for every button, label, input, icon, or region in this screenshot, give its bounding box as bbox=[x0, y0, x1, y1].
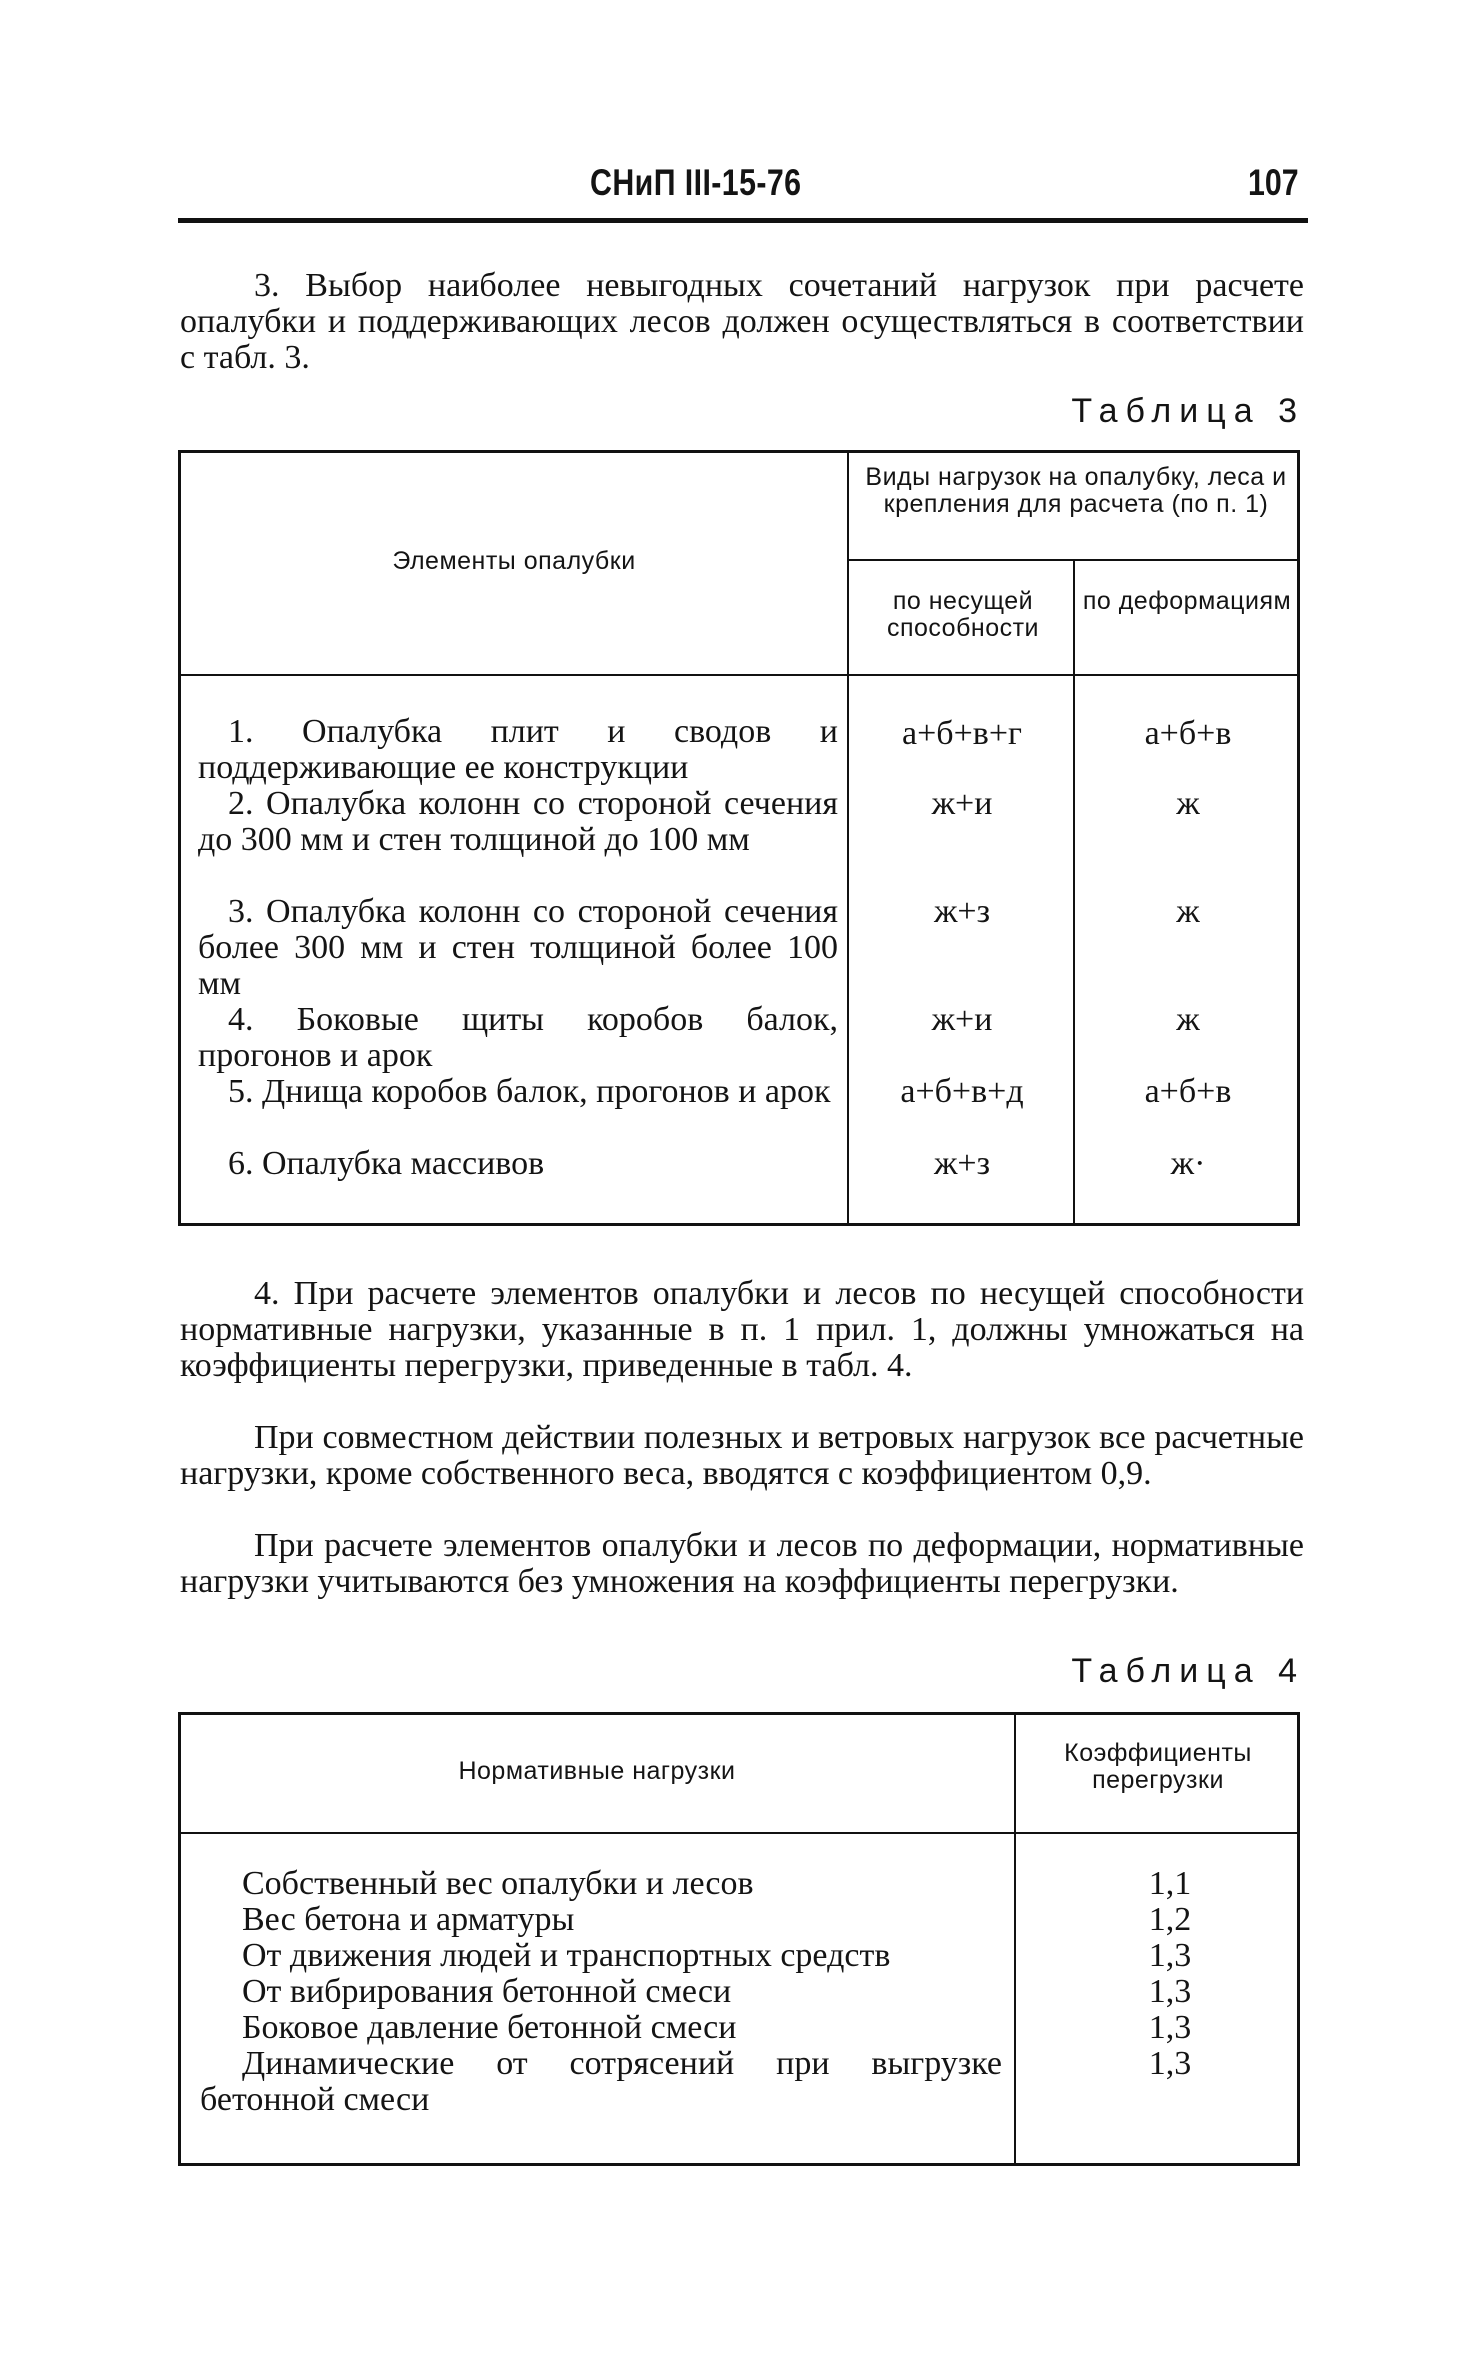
paragraph-4 bbox=[180, 1276, 1304, 1384]
table-3-header-bearing: по несущей способности bbox=[886, 587, 1040, 642]
table-3-row-4-bearing: ж+и bbox=[931, 1001, 993, 1038]
table-3-row-2-deformation: ж bbox=[1176, 785, 1200, 822]
table-4-top-rule bbox=[178, 1712, 1300, 1715]
table-4-left-border bbox=[178, 1712, 181, 2166]
table-3-col-divider-2-header bbox=[1073, 560, 1075, 674]
table-4-row-3-coef: 1,3 bbox=[1148, 1937, 1192, 1974]
table-3-subheader-rule bbox=[849, 559, 1297, 561]
table-4-bottom-rule bbox=[178, 2163, 1300, 2166]
table-3-row-5-element: 5. Днища коробов балок, прогонов и арок bbox=[228, 1073, 831, 1110]
table-3-row-1-bearing: а+б+в+г bbox=[902, 715, 1022, 752]
table-4-row-5-coef: 1,3 bbox=[1148, 2009, 1192, 2046]
table-4-row-6-load: Динамические от сотрясений при выгрузке бетонной смеси bbox=[200, 2045, 1002, 2118]
table-4-row-4-coef: 1,3 bbox=[1148, 1973, 1192, 2010]
table-4-row-2-load: Вес бетона и арматуры bbox=[242, 1901, 575, 1938]
paragraph-3 bbox=[180, 268, 1304, 376]
table-3-row-3-deformation: ж bbox=[1176, 893, 1200, 930]
table-3-row-6-element: 6. Опалубка массивов bbox=[228, 1145, 545, 1182]
paragraph-6 bbox=[180, 1528, 1304, 1600]
table-4-col-divider bbox=[1014, 1712, 1016, 2166]
paragraph-3-text: 3. Выбор наиболее невыгодных сочетаний нагрузок при расчете опалубки и поддерживающих лесов должен осуществляться в соответствии с табл. 3. bbox=[180, 267, 1304, 376]
table-3-row-6-deformation: ж· bbox=[1170, 1145, 1206, 1182]
page-number: 107 bbox=[1248, 162, 1299, 203]
table-3-row-2-bearing: ж+и bbox=[931, 785, 993, 822]
table-3-row-4-deformation: ж bbox=[1176, 1001, 1200, 1038]
paragraph-5-text: При совместном действии полезных и ветровых нагрузок все расчетные нагрузки, кроме собственного веса, вводятся с коэффициентом 0,9. bbox=[180, 1419, 1304, 1492]
document-code: СНиП III-15-76 bbox=[590, 162, 802, 203]
table-3-row-4-element: 4. Боковые щиты коробов балок, прогонов и арок bbox=[198, 1001, 838, 1074]
table-3-left-border bbox=[178, 450, 181, 1226]
table-4-row-1-load: Собственный вес опалубки и лесов bbox=[242, 1865, 754, 1902]
table-4-row-2-coef: 1,2 bbox=[1148, 1901, 1192, 1938]
table-3-header-elements: Элементы опалубки bbox=[392, 547, 636, 575]
table-4-row-6-coef: 1,3 bbox=[1148, 2045, 1192, 2082]
table-3-row-5-bearing: а+б+в+д bbox=[900, 1073, 1024, 1110]
table-3-row-5-deformation: а+б+в bbox=[1144, 1073, 1232, 1110]
table-3-col-divider-1 bbox=[847, 450, 849, 1226]
table-4-header-coef: Коэффициенты перегрузки bbox=[1064, 1739, 1252, 1794]
table-4-header-loads: Нормативные нагрузки bbox=[458, 1757, 736, 1785]
table-3-bottom-rule bbox=[178, 1223, 1300, 1226]
table-4-row-1-coef: 1,1 bbox=[1148, 1865, 1192, 1902]
table-4-header-rule bbox=[178, 1832, 1300, 1834]
paragraph-4-text: 4. При расчете элементов опалубки и лесов по несущей способности нормативные нагрузки, указанные в п. 1 прил. 1, должны умножаться на коэффициенты перегрузки, приведенные в табл. 4. bbox=[180, 1275, 1304, 1384]
table-3-row-1-element: 1. Опалубка плит и сводов и поддерживающие ее конструкции bbox=[198, 713, 838, 786]
table-3-row-1-deformation: а+б+в bbox=[1144, 715, 1232, 752]
table-3-col-divider-2 bbox=[1073, 676, 1075, 1226]
table-3-top-rule bbox=[178, 450, 1300, 453]
table-4-row-4-load: От вибрирования бетонной смеси bbox=[242, 1973, 732, 2010]
paragraph-6-text: При расчете элементов опалубки и лесов по деформации, нормативные нагрузки учитываются без умножения на коэффициенты перегрузки. bbox=[180, 1527, 1304, 1600]
table-3-row-3-bearing: ж+з bbox=[933, 893, 991, 930]
table-3-row-6-bearing: ж+з bbox=[933, 1145, 991, 1182]
table-4-row-3-load: От движения людей и транспортных средств bbox=[242, 1937, 891, 1974]
paragraph-5 bbox=[180, 1420, 1304, 1492]
table-3-caption: Таблица 3 bbox=[1071, 392, 1305, 430]
table-3-row-2-element: 2. Опалубка колонн со стороной сечения до 300 мм и стен толщиной до 100 мм bbox=[198, 785, 838, 858]
table-4-caption: Таблица 4 bbox=[1071, 1652, 1305, 1690]
table-3-header-deformation: по деформациям bbox=[1082, 587, 1292, 615]
table-3-row-3-element: 3. Опалубка колонн со стороной сечения более 300 мм и стен толщиной более 100 мм bbox=[198, 893, 838, 1002]
table-3-header-rule bbox=[178, 674, 1300, 676]
table-4-row-5-load: Боковое давление бетонной смеси bbox=[242, 2009, 737, 2046]
table-3-header-loads: Виды нагрузок на опалубку, леса и крепления для расчета (по п. 1) bbox=[865, 463, 1287, 518]
header-rule bbox=[178, 218, 1308, 223]
